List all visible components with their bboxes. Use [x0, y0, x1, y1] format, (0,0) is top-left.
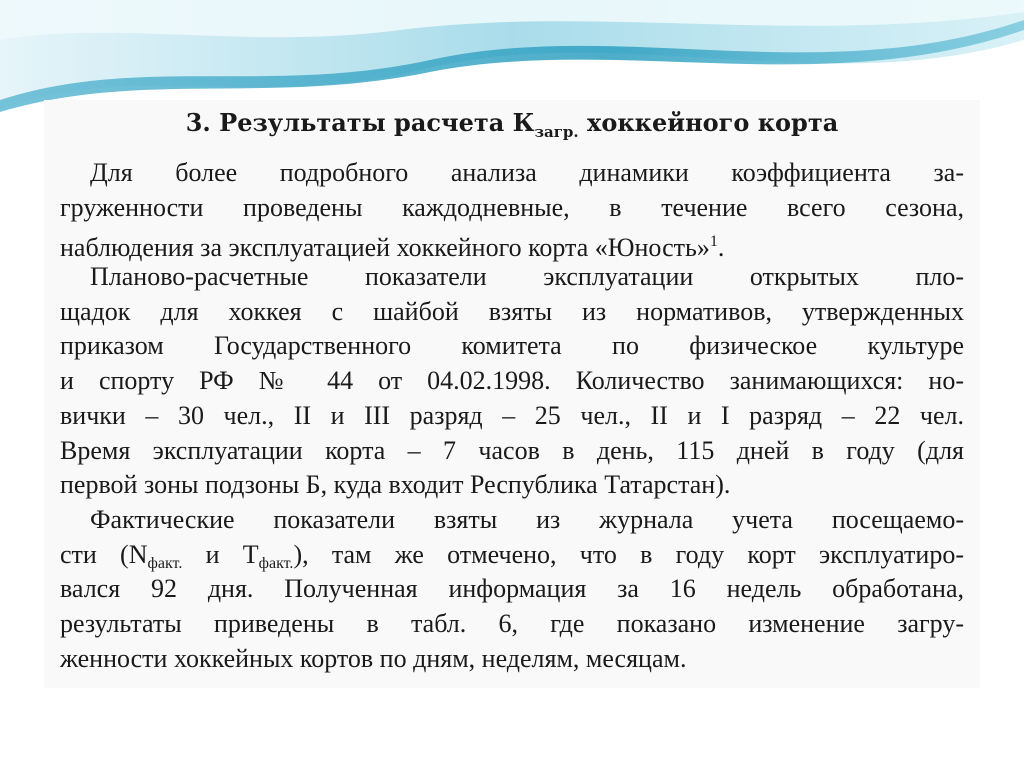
paragraph-line-end: . [717, 233, 725, 263]
paragraph-line: вался 92 дня. Полученная информация за 16 недель обработана, [60, 574, 964, 604]
footnote-marker: 1 [709, 233, 718, 251]
paragraph-line: и спорту РФ № 44 от 04.02.1998. Количество занимающихся: но- [60, 366, 964, 396]
paragraph-line: результаты приведены в табл. 6, где показано изменение загру- [60, 608, 964, 638]
paragraph-line: Для более подробного анализа динамики коэффициента за- [90, 158, 964, 187]
paragraph-line-text: наблюдения за эксплуатацией хоккейного корта «Юность» [60, 233, 710, 263]
subscript: факт. [147, 554, 183, 572]
paragraph-line: вички – 30 чел., II и III разряд – 25 чел., II и I разряд – 22 чел. [60, 400, 964, 430]
paragraph-line [60, 538, 964, 573]
paragraph-line-text: ), там же отмечено, что в году корт эксплуатиро- [293, 539, 964, 569]
paragraph-line: груженности проведены каждодневные, в течение всего сезона, [60, 192, 964, 222]
paragraph-line-text: сти (N [60, 539, 148, 569]
paragraph-line: женности хоккейных кортов по дням, неделям, месяцам. [60, 643, 687, 673]
subscript: факт. [258, 554, 294, 572]
paragraph-line: Планово-расчетные показатели эксплуатации открытых пло- [90, 262, 964, 292]
title-suffix: хоккейного корта [578, 108, 839, 137]
paragraph-line-text: и Т [182, 539, 259, 569]
paragraph-line: приказом Государственного комитета по физическое культуре [60, 331, 964, 361]
slide-content [44, 100, 980, 688]
paragraph-line [60, 225, 964, 263]
paragraph-line: Время эксплуатации корта – 7 часов в день, 115 дней в году (для [60, 435, 964, 465]
paragraph-line: щадок для хоккея с шайбой взяты из нормативов, утвержденных [60, 296, 964, 326]
paragraph-line: Фактические показатели взяты из журнала учета посещаемо- [90, 504, 964, 534]
title-subscript: загр. [534, 123, 579, 141]
title-text: 3. Результаты расчета К [185, 108, 535, 137]
paragraph-line: первой зоны подзоны Б, куда входит Республика Татарстан). [60, 470, 731, 500]
section-title [44, 108, 980, 141]
body-text [60, 156, 964, 676]
